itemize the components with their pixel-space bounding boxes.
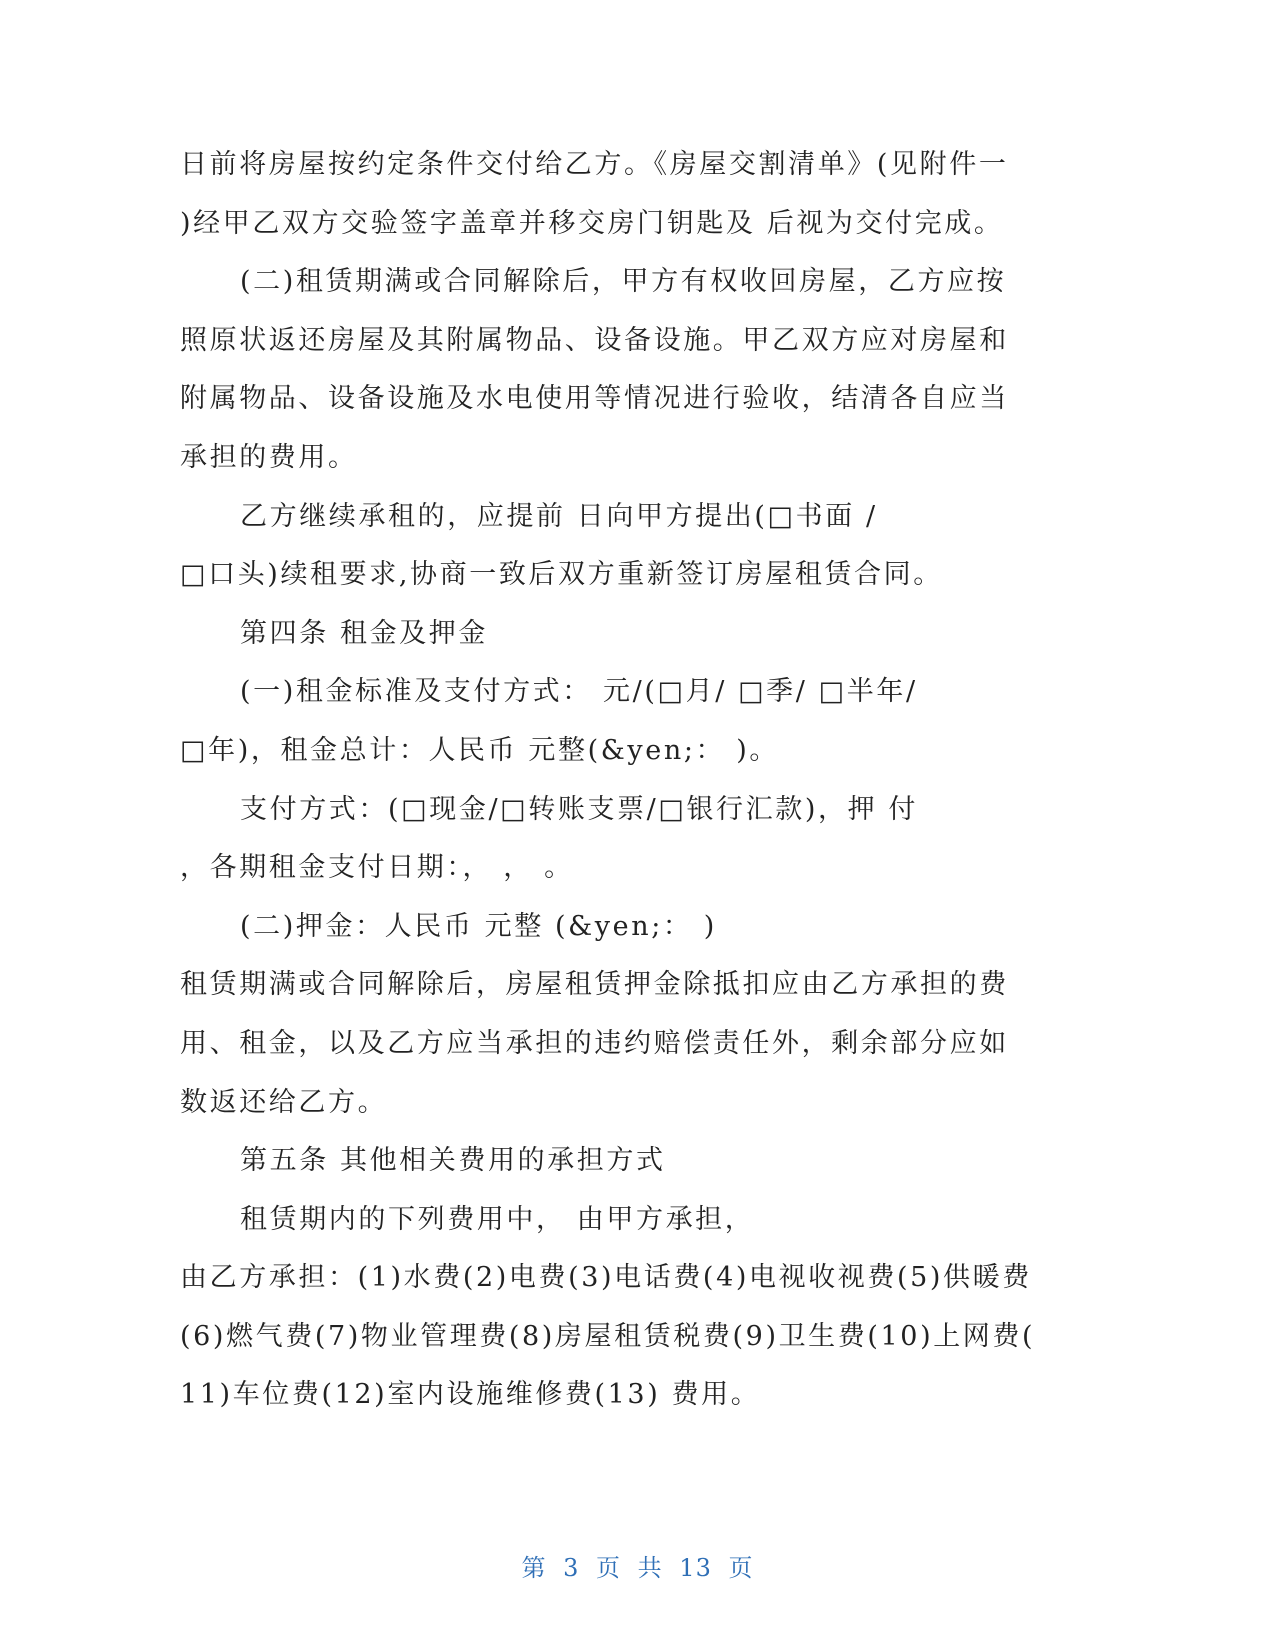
text-line: 用、租金，以及乙方应当承担的违约赔偿责任外，剩余部分应如 xyxy=(180,1027,1009,1059)
section-heading: 第五条 其他相关费用的承担方式 xyxy=(240,1145,666,1177)
text-line: (二)押金：人民币 元整 (&yen;： ) xyxy=(240,910,717,942)
text-line: □口头)续租要求,协商一致后双方重新签订房屋租赁合同。 xyxy=(180,559,943,591)
text-line: ，各期租金支付日期：， ， 。 xyxy=(180,852,574,884)
text-line: 日前将房屋按约定条件交付给乙方。《房屋交割清单》(见附件一 xyxy=(180,149,1009,180)
page-number-footer: 第 3 页 共 13 页 xyxy=(521,1554,754,1582)
text-line: 附属物品、设备设施及水电使用等情况进行验收，结清各自应当 xyxy=(180,383,1009,415)
text-line: 乙方继续承租的，应提前 日向甲方提出(□书面 / xyxy=(240,500,878,532)
text-line: 租赁期满或合同解除后，房屋租赁押金除抵扣应由乙方承担的费 xyxy=(180,969,1009,1001)
text-line: 11)车位费(12)室内设施维修费(13) 费用。 xyxy=(180,1379,761,1411)
text-line: 由乙方承担：(1)水费(2)电费(3)电话费(4)电视收视费(5)供暖费 xyxy=(180,1262,1032,1294)
text-line: (6)燃气费(7)物业管理费(8)房屋租赁税费(9)卫生费(10)上网费( xyxy=(180,1320,1036,1352)
section-heading: 第四条 租金及押金 xyxy=(240,617,488,649)
text-line: 照原状返还房屋及其附属物品、设备设施。甲乙双方应对房屋和 xyxy=(180,324,1009,356)
text-line: (一)租金标准及支付方式： 元/(□月/ □季/ □半年/ xyxy=(240,676,918,708)
text-line: 数返还给乙方。 xyxy=(180,1086,388,1118)
text-line: (二)租赁期满或合同解除后，甲方有权收回房屋，乙方应按 xyxy=(240,266,1007,298)
text-line: 租赁期内的下列费用中， 由甲方承担， xyxy=(240,1203,755,1235)
text-line: □年)，租金总计：人民币 元整(&yen;： )。 xyxy=(180,734,780,766)
text-line: 支付方式：(□现金/□转账支票/□银行汇款)，押 付 xyxy=(240,793,918,825)
text-line: 承担的费用。 xyxy=(180,441,358,473)
document-body xyxy=(180,136,1040,1425)
text-line: )经甲乙双方交验签字盖章并移交房门钥匙及 后视为交付完成。 xyxy=(180,207,1004,239)
